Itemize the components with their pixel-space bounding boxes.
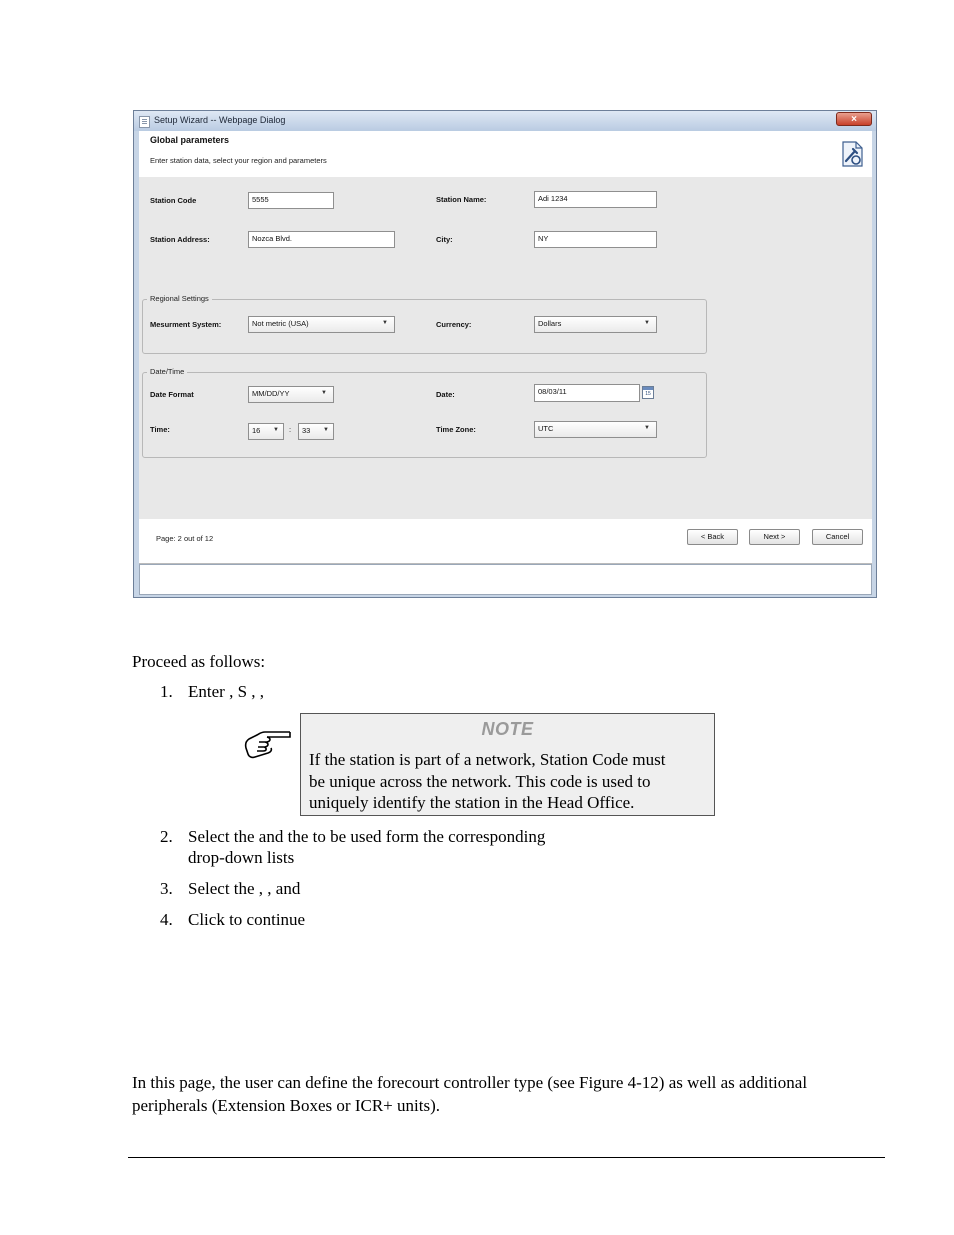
step-number: 1. xyxy=(160,682,173,701)
setup-wizard-window xyxy=(133,110,877,598)
minute-select[interactable] xyxy=(298,423,334,440)
date-format-value: MM/DD/YY xyxy=(252,389,290,398)
measurement-system-label: Mesurment System: xyxy=(150,320,222,329)
time-zone-label: Time Zone: xyxy=(436,425,476,434)
measurement-system-select[interactable] xyxy=(248,316,395,333)
station-address-label: Station Address: xyxy=(150,235,210,244)
wizard-settings-icon xyxy=(838,139,866,169)
page-icon xyxy=(139,116,150,128)
minute-value: 33 xyxy=(302,426,311,435)
hour-select[interactable] xyxy=(248,423,284,440)
dialog-client xyxy=(139,131,872,593)
date-label: Date: xyxy=(436,390,455,399)
wizard-header xyxy=(139,131,872,177)
station-name-label: Station Name: xyxy=(436,195,487,204)
chevron-down-icon: ▼ xyxy=(382,320,388,326)
currency-label: Currency: xyxy=(436,320,472,329)
station-code-input[interactable]: 5555 xyxy=(248,192,334,209)
back-button[interactable]: < Back xyxy=(687,529,738,545)
hour-value: 16 xyxy=(252,426,261,435)
page-indicator: Page: 2 out of 12 xyxy=(156,534,214,543)
note-line: be unique across the network. This code is used to xyxy=(309,772,651,791)
date-input[interactable]: 08/03/11 xyxy=(534,384,640,402)
time-label: Time: xyxy=(150,425,170,434)
note-box xyxy=(300,713,715,816)
note-title: NOTE xyxy=(481,719,534,739)
step-number: 4. xyxy=(160,910,173,929)
city-input[interactable]: NY xyxy=(534,231,657,248)
regional-settings-legend: Regional Settings xyxy=(147,294,212,303)
status-area xyxy=(139,564,872,595)
time-zone-select[interactable] xyxy=(534,421,657,438)
close-button[interactable]: × xyxy=(836,112,872,126)
station-address-input[interactable]: Nozca Blvd. xyxy=(248,231,395,248)
step-text-continued: drop-down lists xyxy=(188,848,295,867)
time-separator: : xyxy=(289,425,292,434)
station-name-input[interactable]: Adi 1234 xyxy=(534,191,657,208)
paragraph-line: In this page, the user can define the forecourt controller type (see Figure 4-12) as well as additional xyxy=(132,1073,808,1092)
procedure-intro: Proceed as follows: xyxy=(132,652,266,671)
cancel-button[interactable]: Cancel xyxy=(812,529,863,545)
step-text: Enter , S , , xyxy=(188,682,265,701)
wizard-subheading: Enter station data, select your region and parameters xyxy=(150,156,327,165)
step-number: 3. xyxy=(160,879,173,898)
wizard-heading: Global parameters xyxy=(150,135,230,145)
global-parameters-form xyxy=(139,177,872,519)
title-bar xyxy=(134,111,876,131)
chevron-down-icon: ▼ xyxy=(321,390,327,396)
chevron-down-icon: ▼ xyxy=(323,427,329,433)
window-title: Setup Wizard -- Webpage Dialog xyxy=(154,115,286,125)
station-code-label: Station Code xyxy=(150,196,197,205)
chevron-down-icon: ▼ xyxy=(644,425,650,431)
next-button[interactable]: Next > xyxy=(749,529,800,545)
currency-value: Dollars xyxy=(538,319,562,328)
note-line: If the station is part of a network, Station Code must xyxy=(309,750,666,769)
paragraph-line: peripherals (Extension Boxes or ICR+ units). xyxy=(132,1096,440,1115)
chevron-down-icon: ▼ xyxy=(644,320,650,326)
wizard-footer xyxy=(139,519,872,564)
step-number: 2. xyxy=(160,827,173,846)
time-zone-value: UTC xyxy=(538,424,554,433)
date-format-label: Date Format xyxy=(150,390,194,399)
measurement-system-value: Not metric (USA) xyxy=(252,319,309,328)
pointing-hand-icon xyxy=(243,726,293,760)
date-time-legend: Date/Time xyxy=(147,367,187,376)
note-line: uniquely identify the station in the Head Office. xyxy=(309,793,635,812)
calendar-icon[interactable]: 15 xyxy=(642,386,654,399)
date-format-select[interactable] xyxy=(248,386,334,403)
currency-select[interactable] xyxy=(534,316,657,333)
step-text: Select the and the to be used form the corresponding xyxy=(188,827,546,846)
chevron-down-icon: ▼ xyxy=(273,427,279,433)
city-label: City: xyxy=(436,235,453,244)
step-text: Select the , , and xyxy=(188,879,301,898)
footer-rule xyxy=(128,1157,885,1158)
step-text: Click to continue xyxy=(188,910,306,929)
